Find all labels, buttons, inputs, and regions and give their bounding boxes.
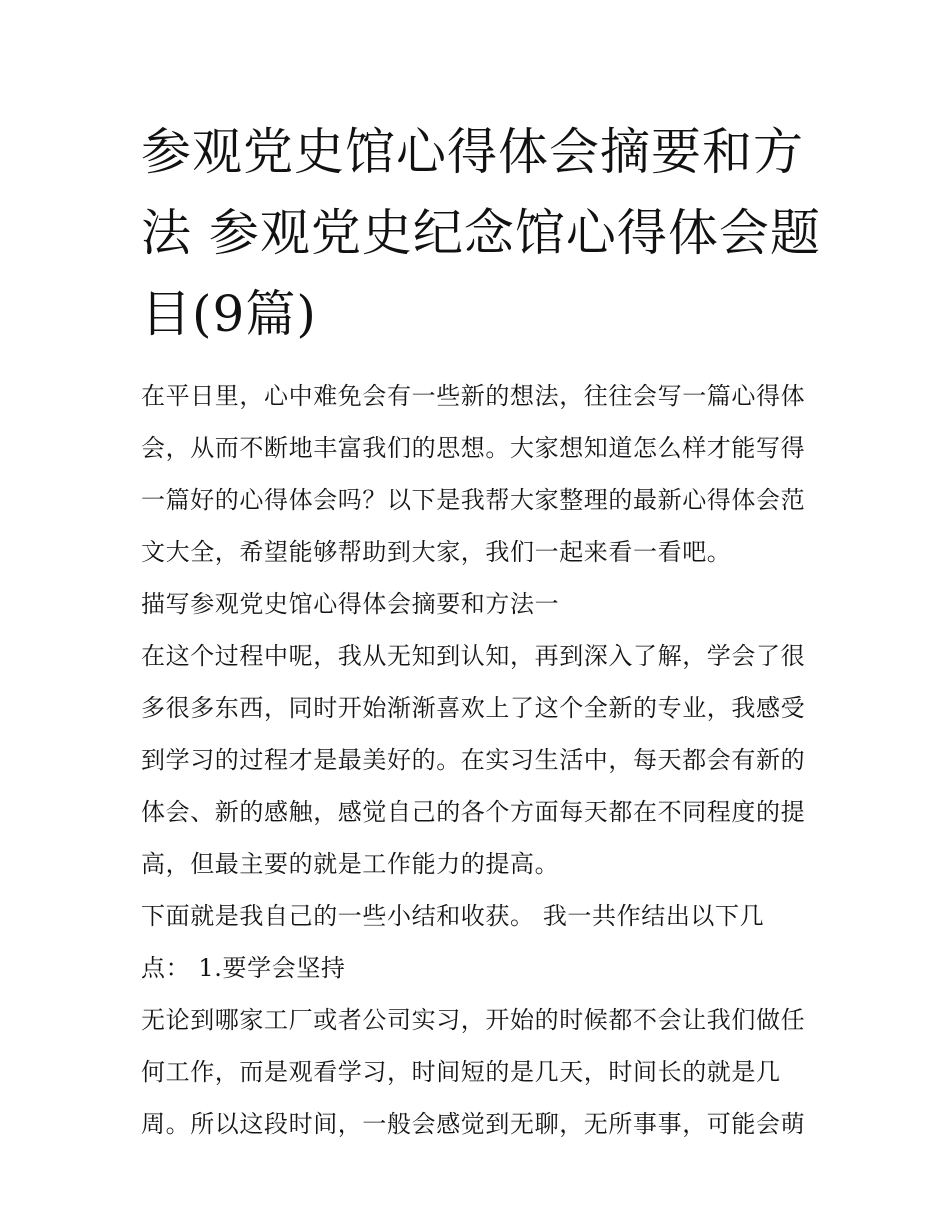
text-line: 何工作，而是观看学习，时间短的是几天，时间长的就是几	[141, 1058, 781, 1086]
text-line: 无论到哪家工厂或者公司实习，开始的时候都不会让我们做任	[141, 1006, 806, 1034]
body-paragraph	[141, 630, 813, 890]
text-line: 周。所以这段时间，一般会感觉到无聊，无所事事，可能会萌	[141, 1110, 806, 1138]
body-paragraph	[141, 890, 813, 994]
text-line: 在平日里，心中难免会有一些新的想法，往往会写一篇心得体	[141, 382, 806, 410]
intro-paragraph	[141, 370, 813, 578]
text-line: 文大全，希望能够帮助到大家，我们一起来看一看吧。	[141, 538, 732, 566]
text-line: 多很多东西，同时开始渐渐喜欢上了这个全新的专业，我感受	[141, 694, 806, 722]
text-line: 下面就是我自己的一些小结和收获。 我一共作结出以下几	[141, 902, 765, 930]
section-heading	[141, 578, 813, 630]
document-body	[141, 112, 821, 1150]
text-line: 高，但最主要的就是工作能力的提高。	[141, 850, 560, 878]
text-line: 会，从而不断地丰富我们的思想。大家想知道怎么样才能写得	[141, 434, 806, 462]
text-line: 体会、新的感触，感觉自己的各个方面每天都在不同程度的提	[141, 798, 806, 826]
text-line: 点： 1.要学会坚持	[141, 954, 346, 982]
text-line: 到学习的过程才是最美好的。在实习生活中，每天都会有新的	[141, 746, 806, 774]
text-line: 一篇好的心得体会吗？以下是我帮大家整理的最新心得体会范	[141, 486, 806, 514]
title-line: 目(9篇)	[141, 285, 317, 343]
text-line: 在这个过程中呢，我从无知到认知，再到深入了解，学会了很	[141, 642, 806, 670]
title-line: 参观党史馆心得体会摘要和方	[141, 123, 804, 181]
document-title	[141, 112, 821, 355]
title-line: 法 参观党史纪念馆心得体会题	[141, 204, 821, 262]
text-line: 描写参观党史馆心得体会摘要和方法一	[141, 590, 560, 618]
body-paragraph	[141, 994, 813, 1150]
